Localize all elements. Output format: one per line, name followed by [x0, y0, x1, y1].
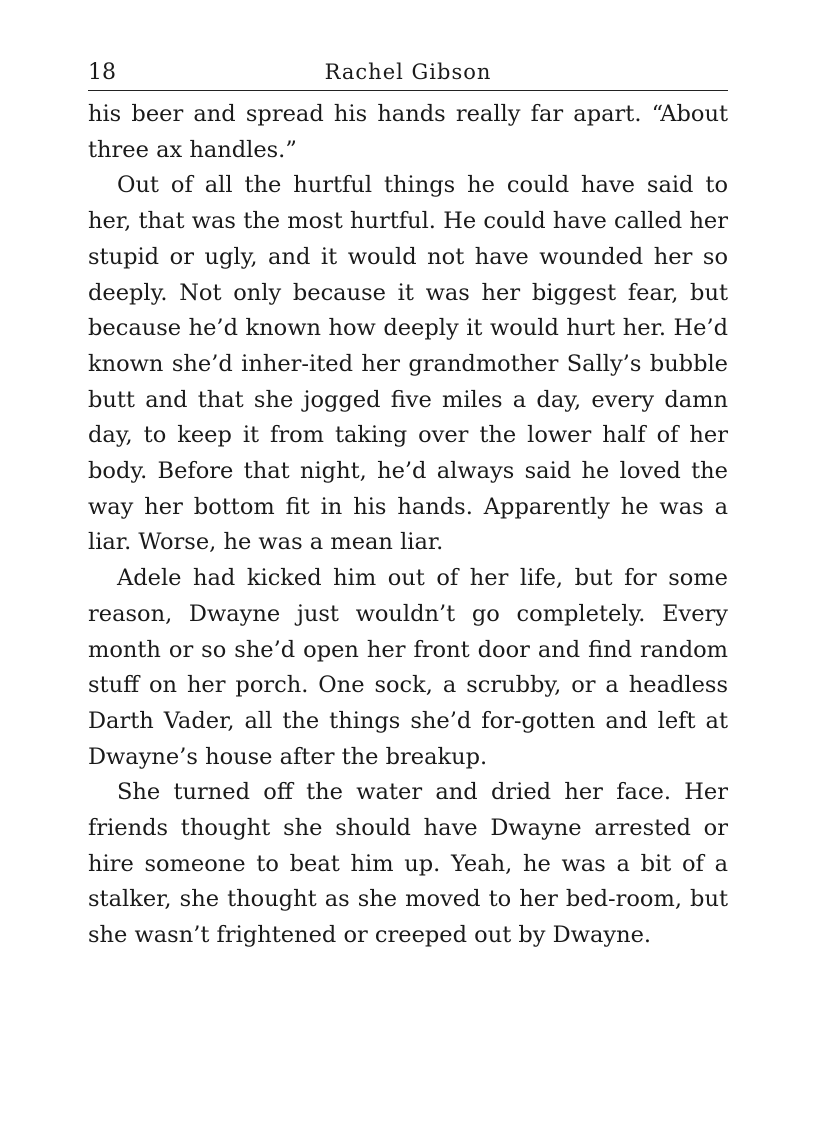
- book-page: [88, 56, 728, 954]
- paragraph: She turned off the water and dried her face. Her friends thought she should have Dwayne arrested or hire someone to beat him up. Yeah, he was a bit of a stalker, she thought as she moved to her bed-room, but she wasn’t frightened or creeped out by Dwayne.: [88, 779, 728, 949]
- paragraph: Adele had kicked him out of her life, but for some reason, Dwayne just wouldn’t go completely. Every month or so she’d open her front door and find random stuff on her porch. One sock, a scrubby, or a headless Darth Vader, all the things she’d for-gotten and left at Dwayne’s house after the breakup.: [88, 565, 728, 770]
- running-head-author: Rachel Gibson: [324, 60, 492, 84]
- page-header: [88, 56, 728, 91]
- paragraph: Out of all the hurtful things he could have said to her, that was the most hurtful. He could have called her stupid or ugly, and it would not have wounded her so deeply. Not only because it was her biggest fear, but because he’d known how deeply it would hurt her. He’d known she’d inher-ited her grandmother Sally’s bubble butt and that she jogged five miles a day, every damn day, to keep it from taking over the lower half of her body. Before that night, he’d always said he loved the way her bottom fit in his hands. Apparently he was a liar. Worse, he was a mean liar.: [88, 172, 728, 556]
- body-text: [88, 97, 728, 954]
- page-number: 18: [88, 60, 116, 85]
- paragraph-continued: his beer and spread his hands really far apart. “About three ax handles.”: [88, 101, 728, 163]
